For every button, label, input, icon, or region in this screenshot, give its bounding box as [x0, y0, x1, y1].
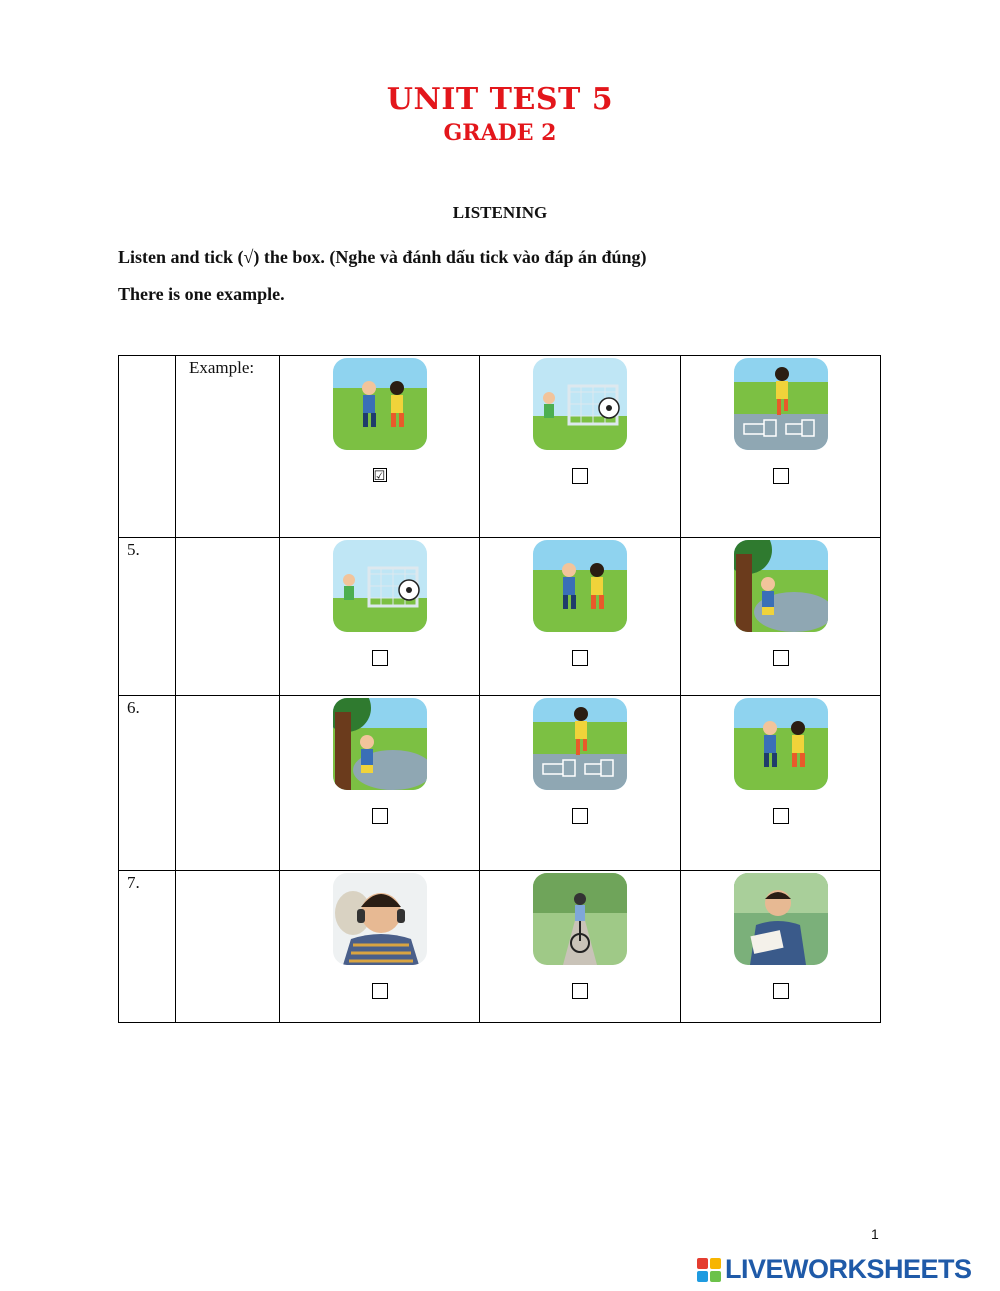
answer-checkbox[interactable]	[572, 983, 588, 999]
row-number: 7.	[119, 871, 176, 1023]
liveworksheets-logo[interactable]	[697, 1254, 972, 1285]
test-title: UNIT TEST 5	[386, 82, 614, 117]
boy-kicking-ball-goal-icon	[533, 358, 627, 450]
answer-table	[118, 355, 881, 1023]
answer-checkbox[interactable]	[572, 650, 588, 666]
row-number: 5.	[119, 538, 176, 696]
boy-hide-and-seek-tree-icon	[333, 698, 427, 790]
answer-checkbox[interactable]	[773, 983, 789, 999]
answer-checkbox[interactable]	[773, 468, 789, 484]
kids-running-icon	[333, 358, 427, 450]
answer-checkbox[interactable]	[372, 983, 388, 999]
kids-running-icon	[533, 540, 627, 632]
kids-running-icon	[734, 698, 828, 790]
answer-checkbox[interactable]	[572, 468, 588, 484]
boy-kicking-ball-goal-icon	[333, 540, 427, 632]
boy-reading-book-photo-icon	[734, 873, 828, 965]
row-number: 6.	[119, 696, 176, 871]
liveworksheets-mark-icon	[697, 1258, 721, 1282]
boy-riding-bike-photo-icon	[533, 873, 627, 965]
example-tick-checkbox[interactable]: ☑	[373, 467, 386, 483]
example-label-cell	[176, 356, 280, 538]
girl-hopscotch-icon	[734, 358, 828, 450]
brand-name: LIVEWORKSHEETS	[725, 1254, 972, 1284]
answer-checkbox[interactable]	[773, 650, 789, 666]
question-row-5	[119, 538, 881, 696]
answer-checkbox[interactable]	[572, 808, 588, 824]
row-number	[119, 356, 176, 538]
question-row-6	[119, 696, 881, 871]
page-number: 1	[871, 1226, 879, 1242]
grade-subtitle: GRADE 2	[443, 120, 557, 146]
answer-checkbox[interactable]	[773, 808, 789, 824]
boy-headphones-photo-icon	[333, 873, 427, 965]
answer-checkbox[interactable]	[372, 808, 388, 824]
answer-checkbox[interactable]	[372, 650, 388, 666]
instruction-text: Listen and tick (√) the box. (Nghe và đánh dấu tick vào đáp án đúng)	[118, 247, 647, 267]
example-label: Example:	[189, 358, 255, 377]
example-note: There is one example.	[118, 284, 285, 304]
question-row-7	[119, 871, 881, 1023]
girl-hopscotch-icon	[533, 698, 627, 790]
boy-hide-and-seek-tree-icon	[734, 540, 828, 632]
section-heading: LISTENING	[452, 203, 548, 222]
example-row	[119, 356, 881, 538]
